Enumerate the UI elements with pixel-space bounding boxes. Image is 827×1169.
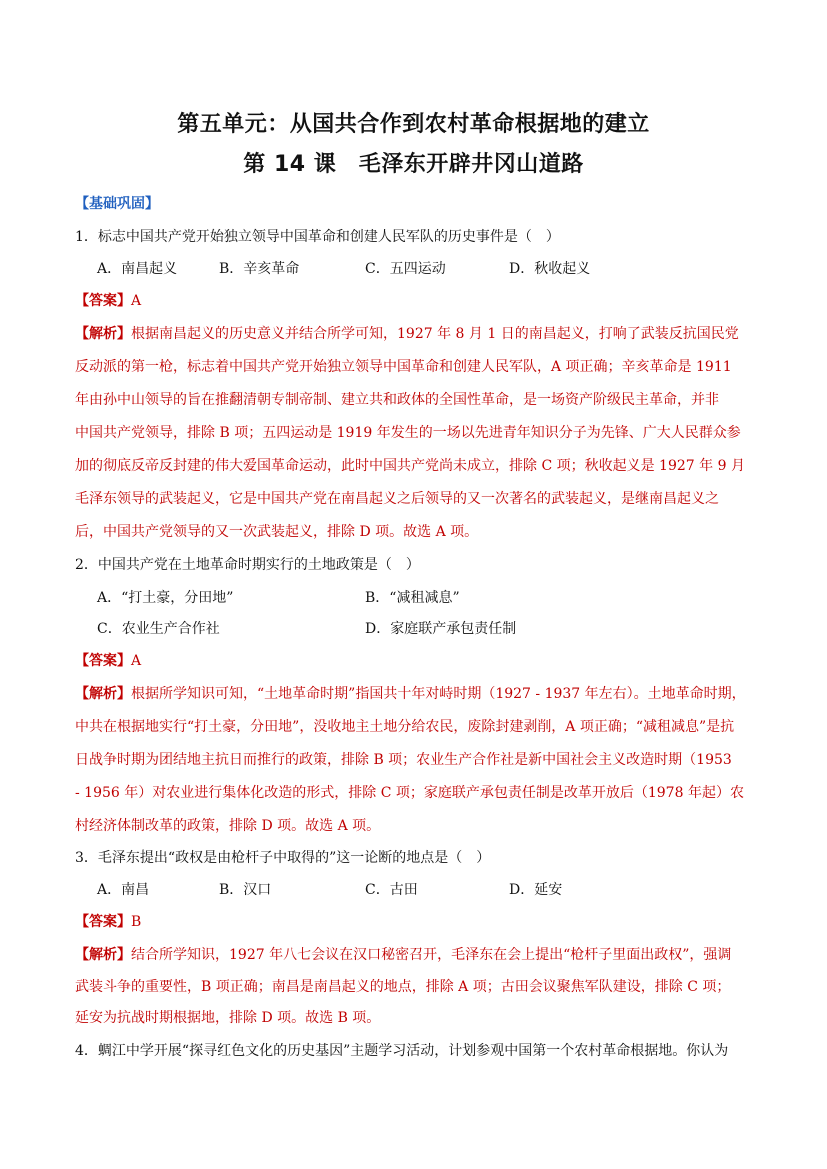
question-2-option-c: C．农业生产合作社 [97,621,220,637]
question-1-analysis-line: 后，中国共产党领导的又一次武装起义，排除 D 项。故选 A 项。 [75,524,479,540]
analysis-text: 根据所学知识可知，“土地革命时期”指国共十年对峙时期（1927 - 1937 年左右）。土地革命时期， [131,686,746,702]
question-3-answer [75,912,765,932]
answer-value: A [131,653,142,669]
answer-tag: 【答案】 [75,914,131,930]
answer-value: A [131,293,142,309]
question-3-analysis-line: 延安为抗战时期根据地，排除 D 项。故选 B 项。 [75,1010,381,1026]
question-3-analysis-line [75,945,765,965]
question-1-option-a: A．南昌起义 [97,261,178,277]
question-2-analysis-line: - 1956 年）对农业进行集体化改造的形式，排除 C 项；家庭联产承包责任制是改革开放后（1978 年起）农 [75,785,744,801]
question-2-analysis-line: 村经济体制改革的政策，排除 D 项。故选 A 项。 [75,818,381,834]
question-1-analysis-line: 反动派的第一枪，标志着中国共产党开始独立领导中国革命和创建人民军队，A 项正确；辛亥革命是 1911 [75,359,732,375]
question-3-analysis-line: 武装斗争的重要性，B 项正确；南昌是南昌起义的地点，排除 A 项；古田会议聚焦军队建设，排除 C 项； [75,979,731,995]
question-1-analysis-line: 年由孙中山领导的旨在推翻清朝专制帝制、建立共和政体的全国性革命，是一场资产阶级民主革命，并非 [75,392,719,408]
answer-tag: 【答案】 [75,653,131,669]
question-2-option-b: B．“减租减息” [365,590,460,606]
question-2-option-d: D．家庭联产承包责任制 [365,621,517,637]
question-2-answer [75,651,765,671]
question-1-option-c: C．五四运动 [365,261,446,277]
question-1-analysis-line: 毛泽东领导的武装起义，它是中国共产党在南昌起义之后领导的又一次著名的武装起义，是继南昌起义之 [75,491,719,507]
question-2-option-a: A．“打土豪，分田地” [97,590,234,606]
question-1-option-b: B．辛亥革命 [219,261,300,277]
question-2-stem: 2．中国共产党在土地革命时期实行的土地政策是（ ） [75,557,420,573]
unit-title: 第五单元：从国共合作到农村革命根据地的建立 [177,112,650,137]
question-3-option-c: C．古田 [365,882,418,898]
question-1-analysis-line: 中国共产党领导，排除 B 项；五四运动是 1919 年发生的一场以先进青年知识分子为先锋、广大人民群众参 [75,425,741,441]
analysis-text: 结合所学知识，1927 年八七会议在汉口秘密召开，毛泽东在会上提出“枪杆子里面出政权”，强调 [131,947,732,963]
question-1-option-d: D．秋收起义 [509,261,591,277]
question-4-stem: 4．蜩江中学开展“探寻红色文化的历史基因”主题学习活动，计划参观中国第一个农村革命根据地。你认为 [75,1043,729,1059]
question-1-answer [75,291,765,311]
question-1-analysis-line [75,324,765,344]
question-3-option-a: A．南昌 [97,882,150,898]
section-label: 【基础巩固】 [75,196,159,212]
question-3-option-b: B．汉口 [219,882,272,898]
question-3-stem: 3．毛泽东提出“政权是由枪杆子中取得的”这一论断的地点是（ ） [75,850,491,866]
analysis-tag: 【解析】 [75,947,131,963]
answer-value: B [131,914,142,930]
question-2-analysis-line: 日战争时期为团结地主抗日而推行的政策，排除 B 项；农业生产合作社是新中国社会主义改造时期（1953 [75,752,732,768]
question-1-analysis-line: 加的彻底反帝反封建的伟大爱国革命运动，此时中国共产党尚未成立，排除 C 项；秋收起义是 1927 年 9 月 [75,458,745,474]
question-2-analysis-line [75,684,765,704]
question-3-option-d: D．延安 [509,882,563,898]
analysis-tag: 【解析】 [75,326,131,342]
lesson-title: 第 14 课 毛泽东开辟井冈山道路 [243,152,584,177]
answer-tag: 【答案】 [75,293,131,309]
question-2-analysis-line: 中共在根据地实行“打土豪，分田地”，没收地主土地分给农民，废除封建剥削，A 项正确；“减租减息”是抗 [75,719,735,735]
analysis-tag: 【解析】 [75,686,131,702]
question-1-stem: 1．标志中国共产党开始独立领导中国革命和创建人民军队的历史事件是（ ） [75,229,560,245]
analysis-text: 根据南昌起义的历史意义并结合所学可知，1927 年 8 月 1 日的南昌起义，打响了武装反抗国民党 [131,326,739,342]
